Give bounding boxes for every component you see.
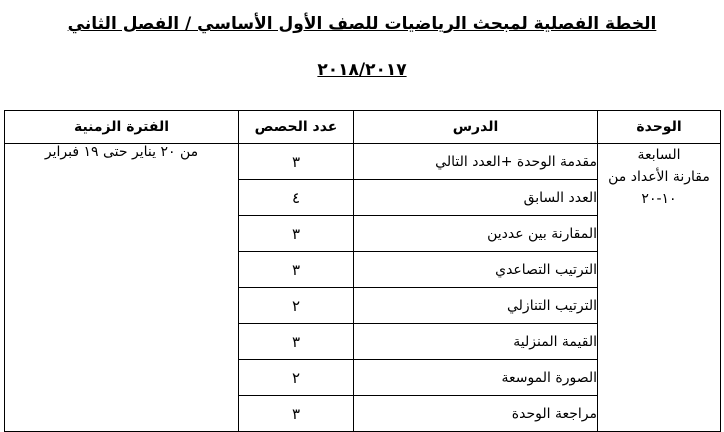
lesson-cell: العدد السابق xyxy=(354,180,598,216)
unit-range: ١٠-٢٠ xyxy=(641,191,677,207)
lesson-cell: الصورة الموسعة xyxy=(354,360,598,396)
lesson-cell: مقدمة الوحدة +العدد التالي xyxy=(354,144,598,180)
period-cell: من ٢٠ يناير حتى ١٩ فبراير xyxy=(5,144,239,432)
academic-year: ٢٠١٨/٢٠١٧ xyxy=(317,60,407,80)
count-cell: ٣ xyxy=(239,396,354,432)
count-cell: ٣ xyxy=(239,144,354,180)
count-cell: ٤ xyxy=(239,180,354,216)
lesson-cell: مراجعة الوحدة xyxy=(354,396,598,432)
plan-table xyxy=(4,110,721,432)
header-row xyxy=(5,111,721,144)
header-unit: الوحدة xyxy=(598,111,721,144)
lesson-cell: القيمة المنزلية xyxy=(354,324,598,360)
count-cell: ٢ xyxy=(239,360,354,396)
lesson-cell: المقارنة بين عددين xyxy=(354,216,598,252)
unit-topic: مقارنة الأعداد من xyxy=(608,169,710,185)
unit-cell xyxy=(598,144,721,432)
lesson-cell: الترتيب التنازلي xyxy=(354,288,598,324)
count-cell: ٢ xyxy=(239,288,354,324)
count-cell: ٣ xyxy=(239,324,354,360)
count-cell: ٣ xyxy=(239,252,354,288)
document-title: الخطة الفصلية لمبحث الرياضيات للصف الأول الأساسي / الفصل الثاني xyxy=(67,14,657,34)
count-cell: ٣ xyxy=(239,216,354,252)
header-count: عدد الحصص xyxy=(239,111,354,144)
unit-name: السابعة xyxy=(637,147,681,163)
table-row xyxy=(5,144,721,180)
lesson-cell: الترتيب التصاعدي xyxy=(354,252,598,288)
header-period: الفترة الزمنية xyxy=(5,111,239,144)
header-lesson: الدرس xyxy=(354,111,598,144)
